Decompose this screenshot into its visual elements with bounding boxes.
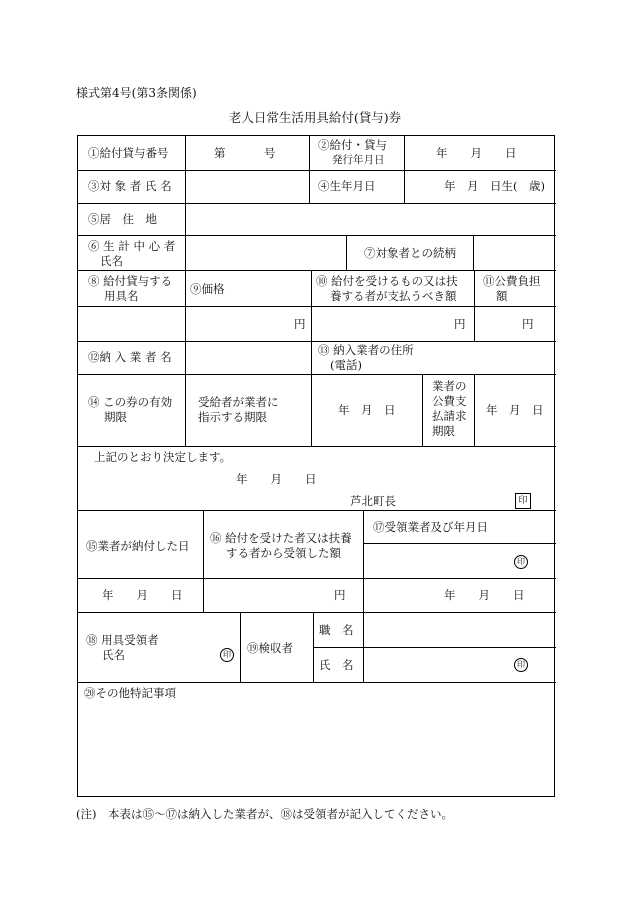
claim-label-line3: 払請求 [432,409,467,423]
field-17-label: ⑰受領業者及び年月日 [373,520,488,534]
claim-label-line2: 公費支 [432,394,467,408]
field-20-label: ⑳その他特記事項 [84,686,176,700]
field-4-label: ④生年月日 [318,179,376,193]
field-18-label-line2: 氏名 [102,648,125,662]
field-16-label-line1: ⑯ 給付を受けた者又は扶養 [210,531,352,545]
field-9-label: ⑨価格 [190,282,225,296]
field-13-label-line1: ⑬ 納入業者の住所 [318,343,414,357]
field-18-label-line1: ⑱ 用具受領者 [86,633,159,647]
mayor-title: 芦北町長 [350,494,396,508]
field-14-label-line1: ⑭ この券の有効 [88,395,173,409]
field-8-label-line1: ⑧ 給付貸与する [88,274,173,288]
claim-date: 年 月 日 [486,403,544,417]
field-7-label: ⑦対象者との続柄 [364,246,456,260]
claim-label-line4: 期限 [432,424,455,438]
price-yen: 円 [294,317,306,331]
decision-date: 年 月 日 [236,472,317,486]
footnote: (注) 本表は⑮～⑰は納入した業者が、⑱は受領者が記入してください。 [76,807,453,821]
field-1-label: ①給付貸与番号 [88,146,169,160]
mayor-seal: 印 [515,493,531,509]
document-title: 老人日常生活用具給付(貸与)券 [228,110,402,125]
field-16-label-line2: する者から受領した額 [226,546,341,560]
recipient-period-line2: 指示する期限 [198,410,267,424]
field-2-label-line1: ②給付・貸与 [318,138,387,152]
field-11-label-line2: 額 [496,289,508,303]
field-6-label-line2: 氏名 [100,254,123,268]
field-2-value: 年 月 日 [436,146,517,160]
field-1-go: 号 [264,146,276,160]
field-12-label: ⑫納 入 業 者 名 [88,350,172,364]
recipient-period-line1: 受給者が業者に [198,395,279,409]
decision-text: 上記のとおり決定します。 [94,450,232,464]
field-1-dai: 第 [214,146,226,160]
field-10-label-line1: ⑩ 給付を受けるもの又は扶 [316,274,458,288]
field-15-label: ⑮業者が納付した日 [86,539,190,553]
received-amount-yen: 円 [334,588,346,602]
inspector-post-label: 職 名 [319,623,354,637]
field-6-label-line1: ⑥ 生 計 中 心 者 [88,239,176,253]
field-4-value: 年 月 日生( 歳) [444,179,545,193]
field-3-label: ③対 象 者 氏 名 [88,179,172,193]
vendor-receipt-date: 年 月 日 [444,588,525,602]
field-14-label-line2: 期限 [104,410,127,424]
recipient-seal: 印 [220,648,234,662]
form-number: 様式第4号(第3条関係) [76,86,197,100]
field-8-label-line2: 用具名 [104,289,139,303]
public-yen: 円 [522,317,534,331]
inspector-seal: 印 [514,658,528,672]
claim-label-line1: 業者の [432,379,467,393]
field-5-label: ⑤居 住 地 [88,212,157,226]
field-11-label-line1: ⑪公費負担 [483,274,541,288]
field-2-label-line2: 発行年月日 [332,154,385,166]
inspector-name-label: 氏 名 [319,658,354,672]
payment-yen: 円 [454,317,466,331]
field-19-label: ⑲検収者 [247,641,293,655]
voucher-form-table [77,135,555,797]
field-10-label-line2: 養する者が支払うべき額 [330,289,457,303]
delivery-date: 年 月 日 [102,588,183,602]
validity-date: 年 月 日 [338,403,396,417]
vendor-seal: 印 [514,555,528,569]
field-13-label-line2: (電話) [330,358,362,372]
